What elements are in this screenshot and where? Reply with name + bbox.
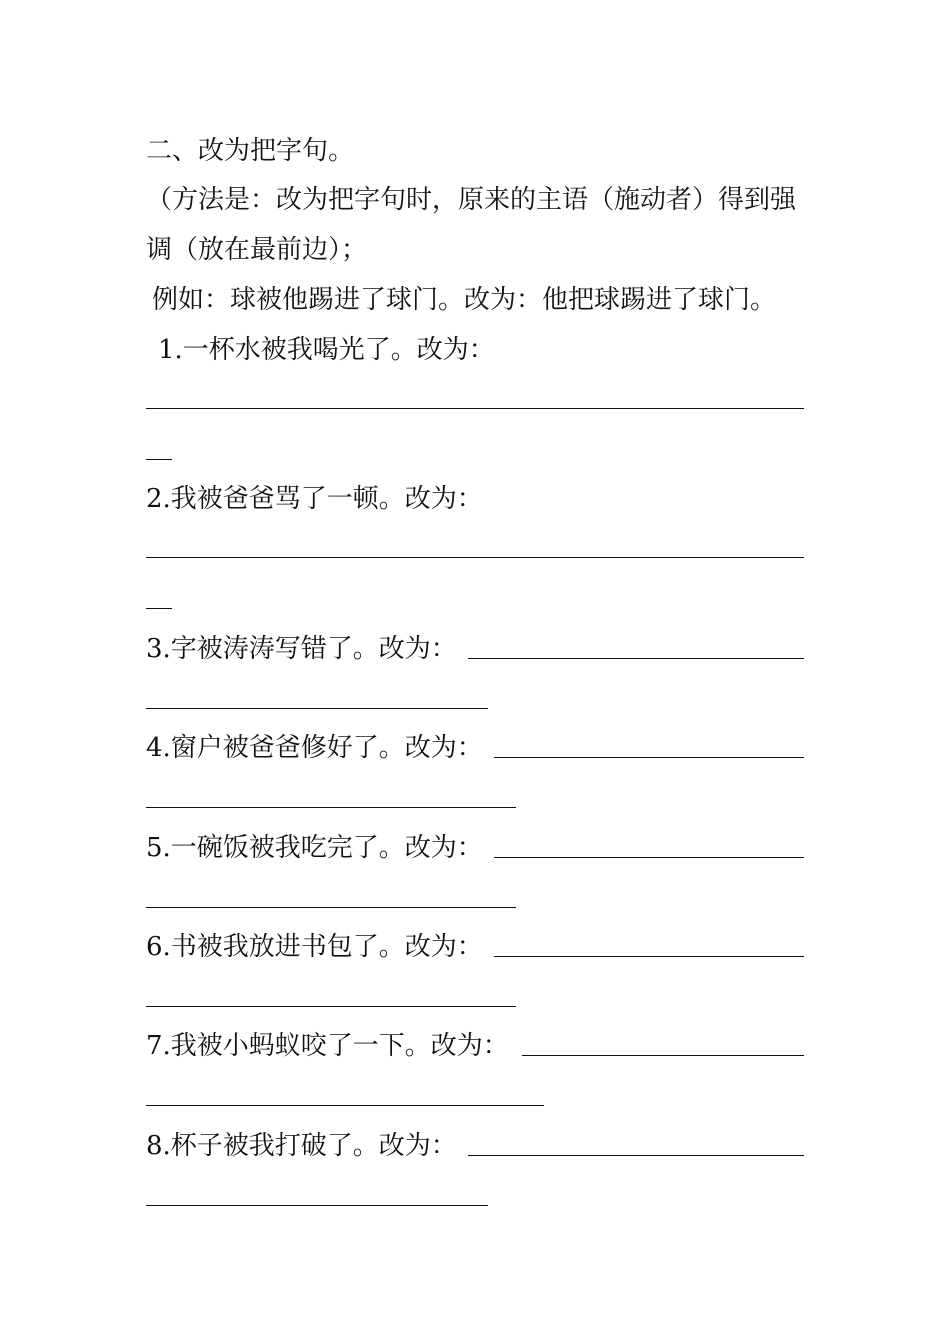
example-sentence: 例如：球被他踢进了球门。改为：他把球踢进了球门。 <box>152 285 777 315</box>
question-6-prompt: 6.书被我放进书包了。改为： <box>146 932 483 962</box>
question-7-answer-line-continued[interactable] <box>146 1105 544 1106</box>
question-8-answer-line[interactable] <box>468 1155 804 1156</box>
question-5-answer-line[interactable] <box>494 857 804 858</box>
question-5-prompt: 5.一碗饭被我吃完了。改为： <box>146 833 483 863</box>
question-6-answer-line[interactable] <box>494 956 804 957</box>
question-8-answer-line-continued[interactable] <box>146 1205 488 1206</box>
question-5-answer-line-continued[interactable] <box>146 907 516 908</box>
question-7-prompt: 7.我被小蚂蚁咬了一下。改为： <box>146 1031 509 1061</box>
question-3-answer-line[interactable] <box>468 658 804 659</box>
question-4-prompt: 4.窗户被爸爸修好了。改为： <box>146 733 483 763</box>
question-6-answer-line-continued[interactable] <box>146 1006 516 1007</box>
section-heading: 二、改为把字句。 <box>146 136 355 166</box>
question-8-prompt: 8.杯子被我打破了。改为： <box>146 1131 457 1161</box>
question-2-prompt: 2.我被爸爸骂了一顿。改为： <box>146 484 483 514</box>
question-3-prompt: 3.字被涛涛写错了。改为： <box>146 634 457 664</box>
question-4-answer-line-continued[interactable] <box>146 807 516 808</box>
question-2-answer-line-tail[interactable] <box>146 608 172 609</box>
question-1-answer-line[interactable] <box>146 408 804 409</box>
question-3-answer-line-continued[interactable] <box>146 708 488 709</box>
question-1-answer-line-tail[interactable] <box>146 459 172 460</box>
question-7-answer-line[interactable] <box>522 1055 804 1056</box>
method-note-line-1: （方法是：改为把字句时，原来的主语（施动者）得到强 <box>146 185 797 215</box>
question-4-answer-line[interactable] <box>494 757 804 758</box>
question-2-answer-line[interactable] <box>146 557 804 558</box>
question-1-prompt: 1.一杯水被我喝光了。改为： <box>158 335 495 365</box>
method-note-line-2: 调（放在最前边）； <box>146 235 368 265</box>
